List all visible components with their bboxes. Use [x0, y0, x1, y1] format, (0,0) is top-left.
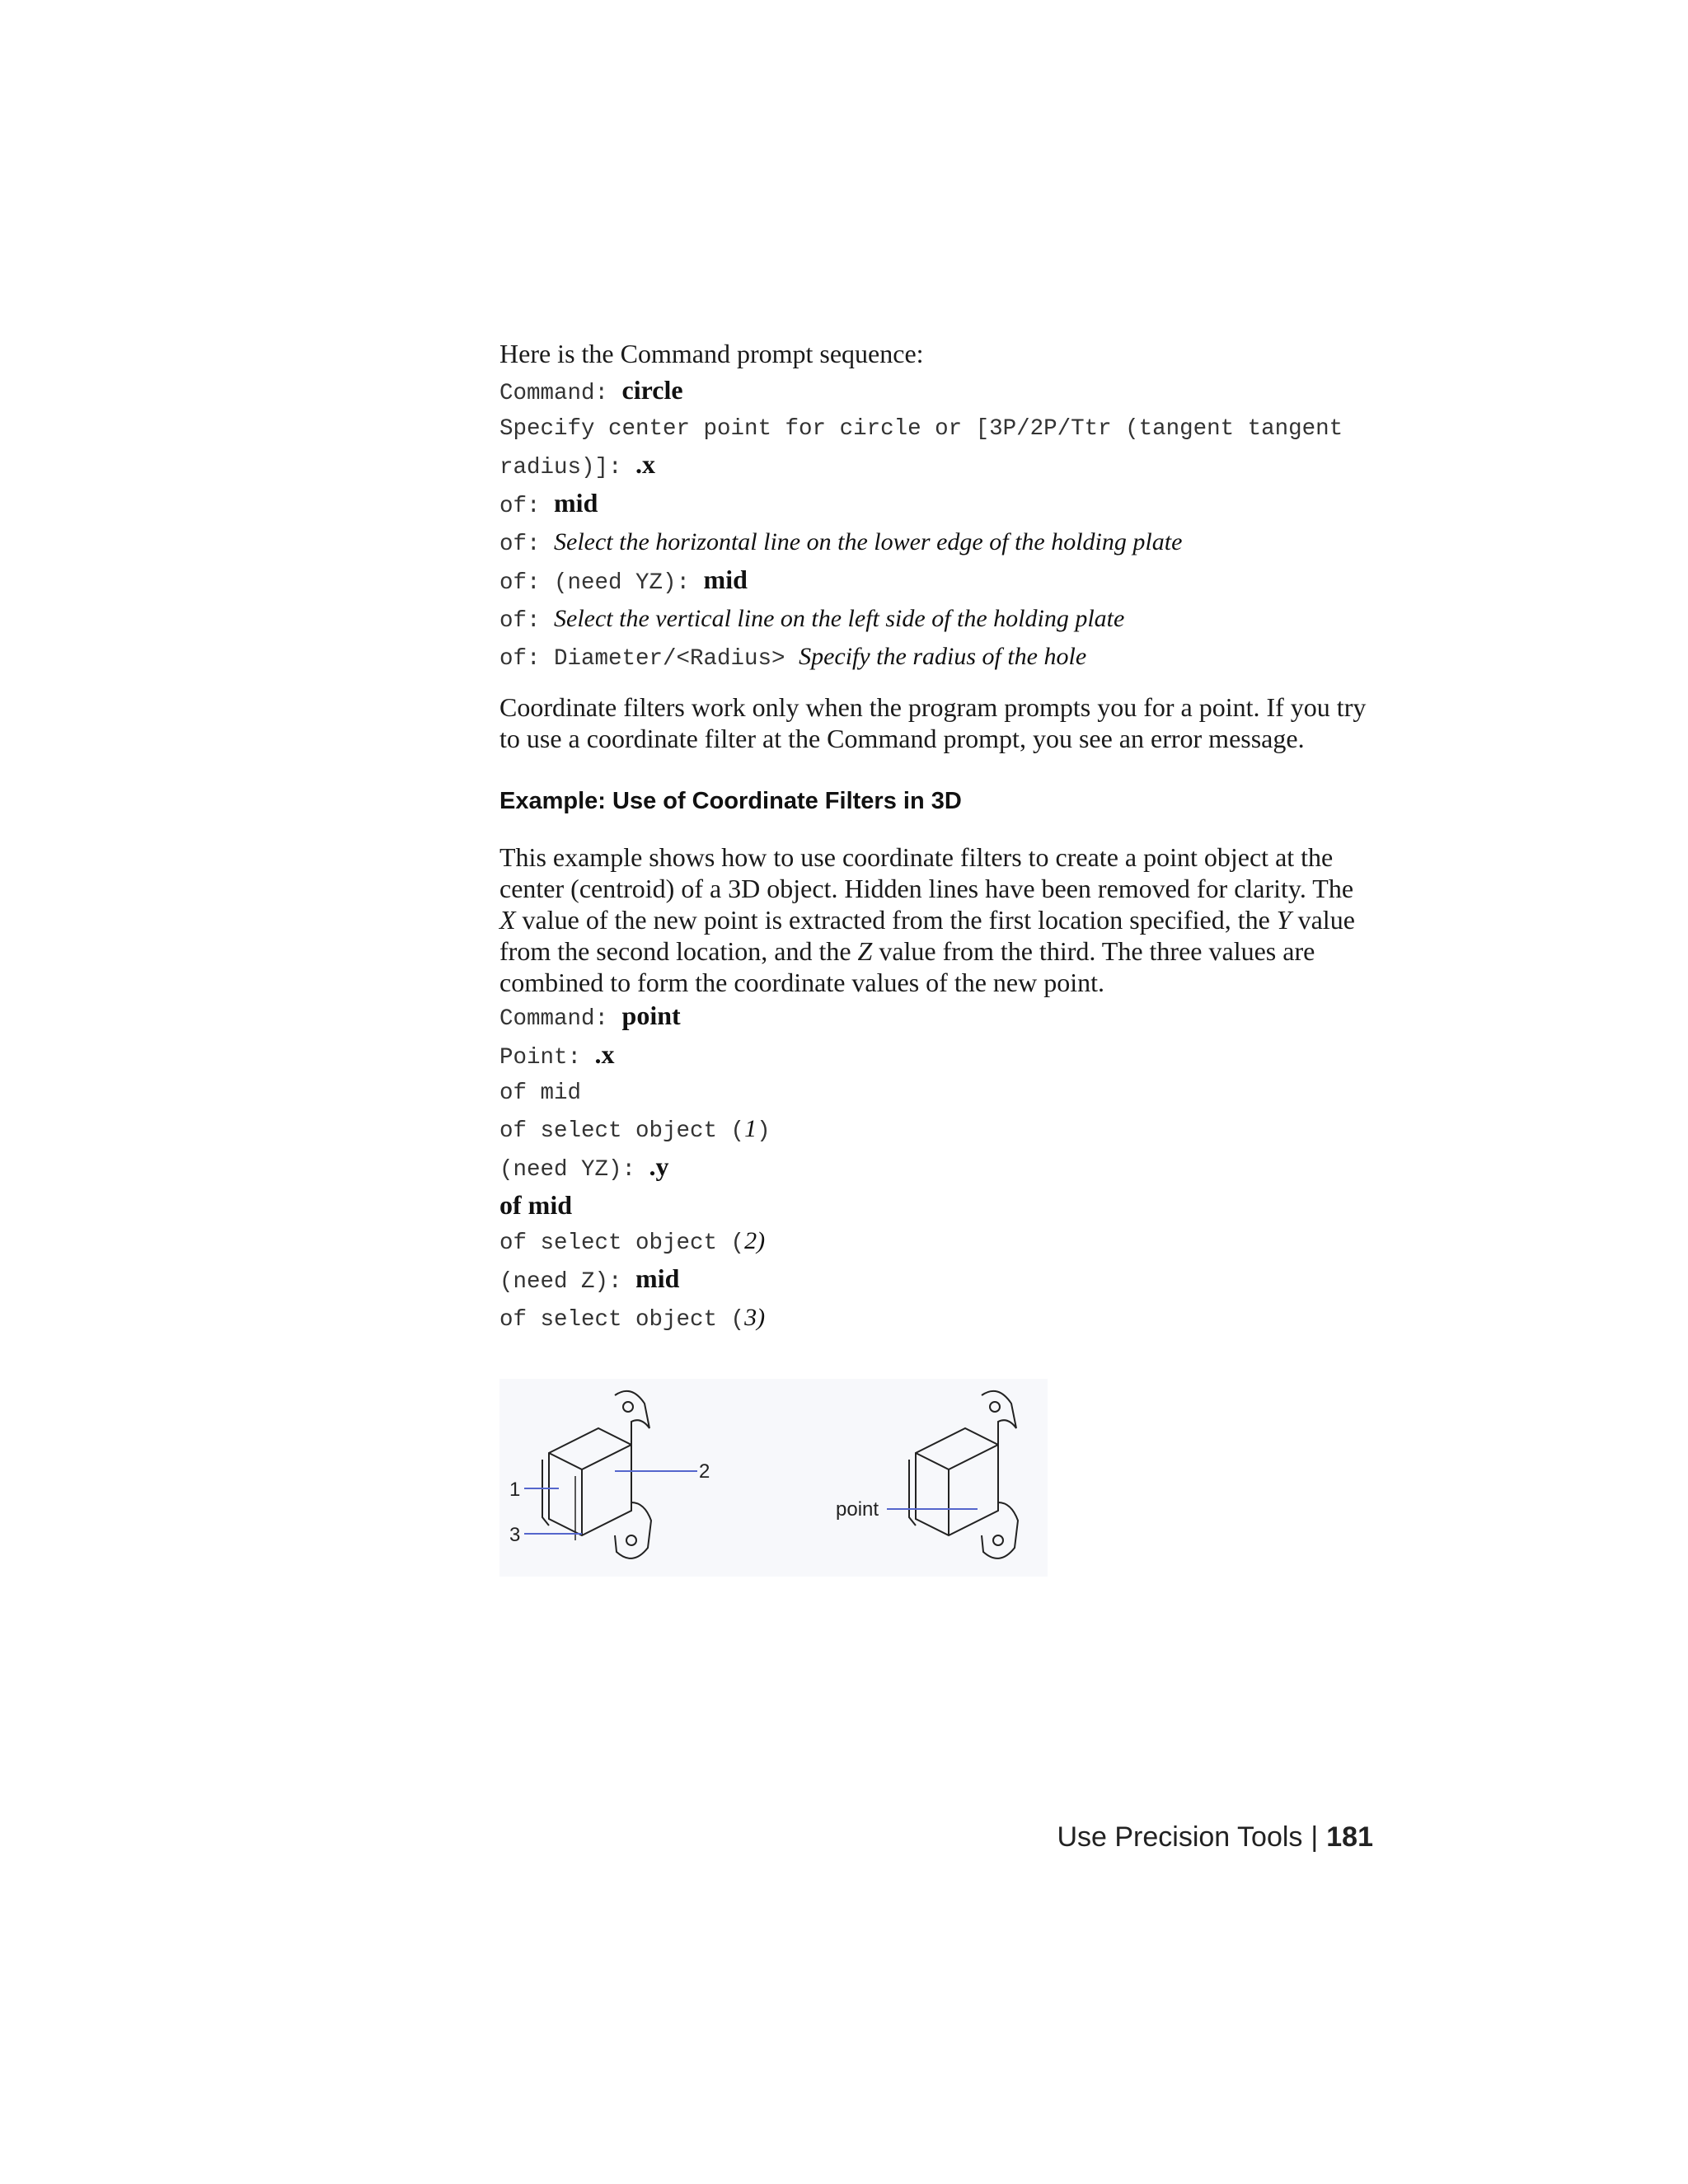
- filters-paragraph: Coordinate filters work only when the program prompts you for a point. If you try to use a coordinate filter at the Command prompt, you see an error message.: [499, 692, 1367, 753]
- instruction-text: 1: [744, 1115, 757, 1142]
- command-sequence-circle: [499, 373, 1373, 677]
- user-input: circle: [621, 375, 683, 405]
- prompt-text: Command:: [499, 1006, 622, 1032]
- prompt-text: of:: [499, 532, 555, 557]
- command-line: [499, 1300, 1373, 1338]
- command-line: [499, 601, 1373, 639]
- command-line: [499, 1111, 1373, 1149]
- prompt-text: Specify center point for circle or [3P/2P/Ttr (tangent tangent: [499, 416, 1343, 442]
- command-line: [499, 1261, 1373, 1300]
- command-line: [499, 373, 1373, 411]
- example-text-3: value from the second location, and the: [499, 905, 1355, 966]
- user-input: mid: [703, 565, 748, 594]
- page-content: [499, 338, 1373, 1338]
- label-3: 3: [509, 1524, 521, 1546]
- instruction-text: Select the vertical line on the left side of the holding plate: [554, 605, 1125, 632]
- label-point: point: [836, 1498, 879, 1521]
- prompt-text: of:: [499, 608, 555, 634]
- centroid-figure: [499, 1379, 1048, 1577]
- section-heading: Example: Use of Coordinate Filters in 3D: [499, 788, 962, 814]
- command-line: [499, 411, 1373, 447]
- example-text-2: value of the new point is extracted from the first location specified, the: [515, 905, 1277, 935]
- prompt-text: of: Diameter/<Radius>: [499, 646, 799, 672]
- user-input: .x: [594, 1039, 615, 1069]
- command-line: [499, 1076, 1373, 1111]
- instruction-text: 2): [744, 1227, 766, 1254]
- command-line: [499, 639, 1373, 677]
- command-line: [499, 447, 1373, 485]
- user-input: .x: [635, 449, 656, 479]
- command-line: [499, 1149, 1373, 1188]
- command-line: [499, 1037, 1373, 1076]
- command-line: [499, 998, 1373, 1037]
- footer-section-title: Use Precision Tools: [1057, 1821, 1303, 1853]
- example-paragraph: [499, 841, 1373, 998]
- prompt-text: of select object (: [499, 1230, 745, 1256]
- page-number: 181: [1326, 1821, 1373, 1853]
- command-line: of mid: [499, 1190, 572, 1220]
- prompt-text: (need Z):: [499, 1269, 636, 1295]
- example-text-4: value from the third. The three values are combined to form the coordinate values of the new point.: [499, 936, 1315, 997]
- example-var-x: X: [499, 905, 516, 935]
- label-2: 2: [699, 1460, 710, 1483]
- prompt-text: of: (need YZ):: [499, 570, 704, 596]
- prompt-suffix: ): [757, 1118, 771, 1144]
- instruction-text: Select the horizontal line on the lower edge of the holding plate: [554, 528, 1183, 555]
- command-line: [499, 1223, 1373, 1261]
- command-line: [499, 562, 1373, 601]
- intro-text: Here is the Command prompt sequence:: [499, 339, 924, 368]
- prompt-text: Command:: [499, 381, 622, 406]
- instruction-text: Specify the radius of the hole: [799, 643, 1087, 670]
- command-line: [499, 485, 1373, 524]
- example-text-1: This example shows how to use coordinate filters to create a point object at the center (centroid) of a 3D object. Hidden lines have been removed for clarity. The: [499, 842, 1354, 903]
- user-input: point: [621, 1001, 681, 1030]
- prompt-text: of select object (: [499, 1118, 745, 1144]
- example-var-y: Y: [1276, 905, 1292, 935]
- prompt-text: of mid: [499, 1080, 582, 1106]
- user-input: .y: [649, 1151, 669, 1181]
- instruction-text: 3): [744, 1304, 766, 1331]
- user-input: mid: [635, 1263, 680, 1293]
- example-var-z: Z: [857, 936, 873, 966]
- command-line: [499, 524, 1373, 562]
- prompt-text: of select object (: [499, 1307, 745, 1333]
- prompt-text: radius)]:: [499, 455, 636, 480]
- user-input: mid: [554, 488, 598, 518]
- prompt-text: (need YZ):: [499, 1157, 649, 1183]
- label-1: 1: [509, 1479, 521, 1501]
- prompt-text: Point:: [499, 1045, 595, 1071]
- prompt-text: of:: [499, 494, 555, 519]
- command-sequence-point: [499, 998, 1373, 1338]
- page-footer: [1057, 1821, 1373, 1854]
- footer-separator: |: [1311, 1821, 1319, 1853]
